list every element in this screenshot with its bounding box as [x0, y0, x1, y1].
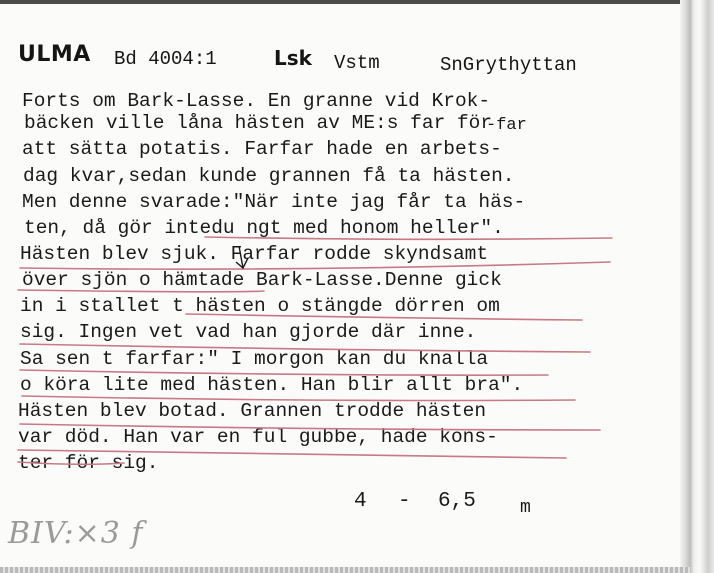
text-line: Forts om Bark-Lasse. En granne vid Krok- [22, 90, 491, 112]
text-line: var död. Han var en ful gubbe, hade kons- [18, 426, 498, 448]
text-line: dag kvar,sedan kunde grannen få ta hästen. [23, 165, 515, 187]
text-line: ten, då gör intedu ngt med honom heller". [24, 217, 504, 239]
province-label: Lsk [274, 46, 312, 70]
card-header [18, 40, 618, 80]
count-unit: m [520, 498, 531, 518]
text-line: Sa sen t farfar:" I morgon kan du knalla [20, 348, 489, 370]
text-line: Men denne svarade:"När inte jag får ta häs- [22, 191, 526, 213]
count-second-value: 6,5 [438, 490, 476, 513]
parish-label: SnGrythyttan [440, 54, 577, 76]
text-line: Hästen blev sjuk. Farfar rodde skyndsamt [20, 243, 489, 265]
archive-code: ULMA [18, 42, 91, 67]
text-line: in i stallet t hästen o stängde dörren om [20, 295, 500, 317]
count-dash: - [398, 490, 411, 513]
card-stack-edge [680, 0, 714, 573]
text-line: sig. Ingen vet vad han gjorde där inne. [20, 321, 477, 343]
region-label: Vstm [334, 52, 380, 74]
text-line: ter för sig. [18, 452, 159, 474]
record-number: Bd 4004:1 [114, 48, 217, 70]
text-line: att sätta potatis. Farfar hade en arbets- [22, 138, 502, 160]
text-line: bäcken ville låna hästen av ME:s far för [24, 112, 493, 134]
count-first-value: 4 [354, 490, 367, 513]
text-line: o köra lite med hästen. Han blir allt bra". [20, 374, 524, 396]
text-line: över sjön o hämtade Bark-Lasse.Denne gick [22, 269, 502, 291]
text-line: Hästen blev botad. Grannen trodde hästen [18, 400, 487, 422]
superscript-correction: -far [486, 116, 527, 135]
card-bottom-edge [0, 567, 690, 573]
handwritten-pencil-note: BIV:×3 f [8, 516, 144, 551]
card-top-edge [0, 0, 714, 4]
